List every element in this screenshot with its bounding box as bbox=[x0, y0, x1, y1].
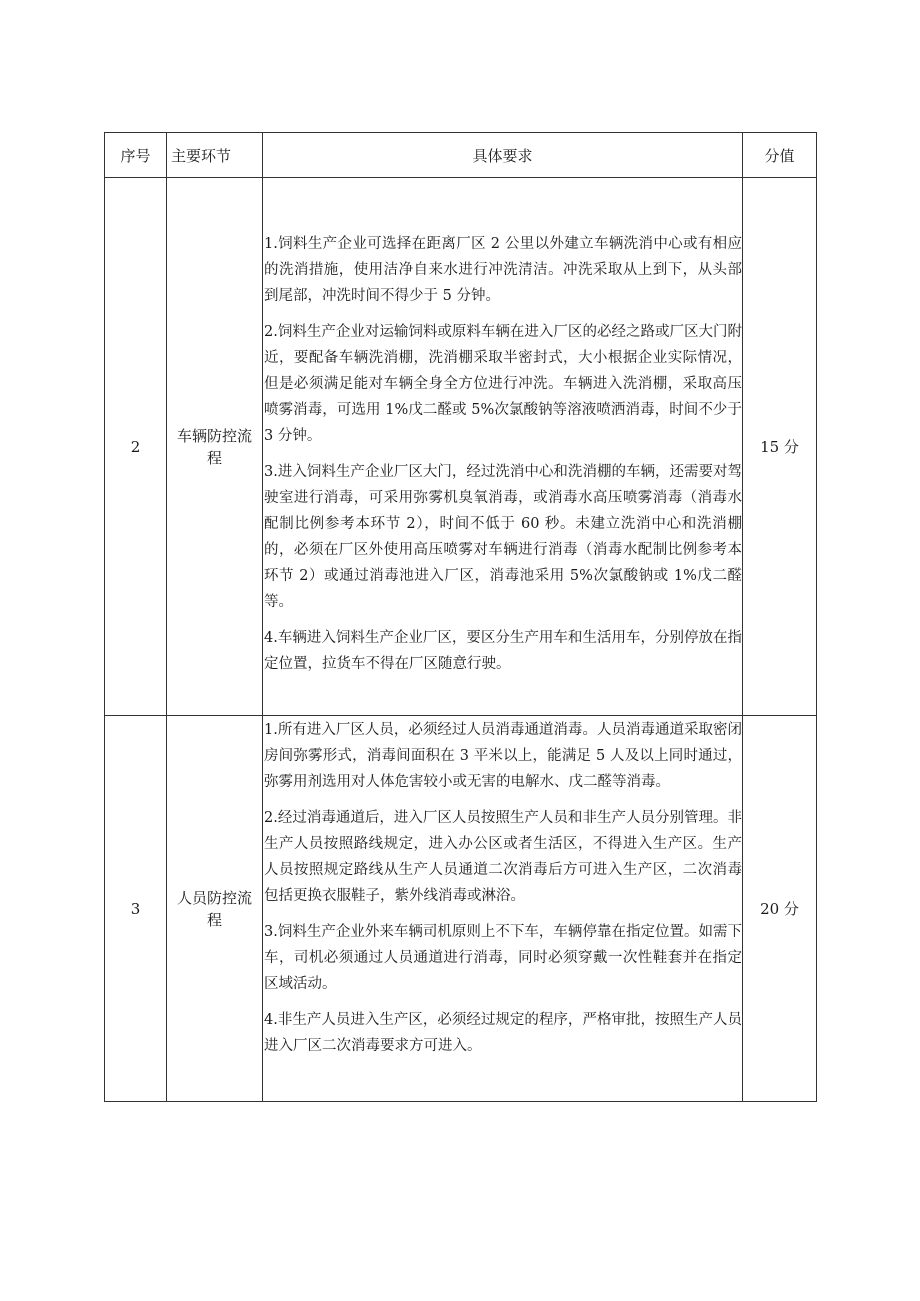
table-row bbox=[105, 178, 817, 716]
requirement-item: 2.经过消毒通道后，进入厂区人员按照生产人员和非生产人员分别管理。非生产人员按照路线规定，进入办公区或者生活区，不得进入生产区。生产人员按照规定路线从生产人员通道二次消毒后方可进入生产区，二次消毒包括更换衣服鞋子，紫外线消毒或淋浴。 bbox=[264, 810, 742, 904]
requirement-item: 4.车辆进入饲料生产企业厂区，要区分生产用车和生活用车，分别停放在指定位置，拉货车不得在厂区随意行驶。 bbox=[264, 630, 742, 672]
table-row bbox=[105, 716, 817, 1102]
section-name: 人员防控流程 bbox=[167, 716, 263, 1102]
header-requirements: 具体要求 bbox=[263, 133, 743, 178]
row-number: 3 bbox=[105, 716, 167, 1102]
score-value: 20 分 bbox=[743, 716, 817, 1102]
requirements-cell bbox=[263, 178, 743, 716]
requirement-item: 1.饲料生产企业可选择在距离厂区 2 公里以外建立车辆洗消中心或有相应的洗消措施，使用洁净自来水进行冲洗清洁。冲洗采取从上到下，从头部到尾部，冲洗时间不得少于 5 分钟。 bbox=[264, 236, 742, 304]
requirement-item: 3.饲料生产企业外来车辆司机原则上不下车，车辆停靠在指定位置。如需下车，司机必须通过人员通道进行消毒，同时必须穿戴一次性鞋套并在指定区域活动。 bbox=[264, 924, 742, 992]
row-number: 2 bbox=[105, 178, 167, 716]
requirement-item: 1.所有进入厂区人员，必须经过人员消毒通道消毒。人员消毒通道采取密闭房间弥雾形式，消毒间面积在 3 平米以上，能满足 5 人及以上同时通过，弥雾用剂选用对人体危害较小或无害的电解水、戊二醛等消毒。 bbox=[264, 722, 742, 790]
score-value: 15 分 bbox=[743, 178, 817, 716]
header-row bbox=[105, 133, 817, 178]
requirements-cell bbox=[263, 716, 743, 1102]
header-score: 分值 bbox=[743, 133, 817, 178]
section-name: 车辆防控流程 bbox=[167, 178, 263, 716]
requirement-item: 4.非生产人员进入生产区，必须经过规定的程序，严格审批，按照生产人员进入厂区二次消毒要求方可进入。 bbox=[264, 1012, 742, 1054]
requirement-item: 2.饲料生产企业对运输饲料或原料车辆在进入厂区的必经之路或厂区大门附近，要配备车辆洗消棚，洗消棚采取半密封式，大小根据企业实际情况，但是必须满足能对车辆全身全方位进行冲洗。车辆进入洗消棚，采取高压喷雾消毒，可选用 1%戊二醛或 5%次氯酸钠等溶液喷洒消毒，时间不少于 3 分钟。 bbox=[264, 324, 742, 444]
header-section: 主要环节 bbox=[167, 133, 263, 178]
requirements-table bbox=[104, 132, 817, 1102]
requirement-item: 3.进入饲料生产企业厂区大门，经过洗消中心和洗消棚的车辆，还需要对驾驶室进行消毒，可采用弥雾机臭氧消毒，或消毒水高压喷雾消毒（消毒水配制比例参考本环节 2），时间不低于 60 秒。未建立洗消中心和洗消棚的，必须在厂区外使用高压喷雾对车辆进行消毒（消毒水配制比例参考本环节 2）或通过消毒池进入厂区，消毒池采用 5%次氯酸钠或 1%戊二醛等。 bbox=[264, 464, 742, 610]
header-no: 序号 bbox=[105, 133, 167, 178]
